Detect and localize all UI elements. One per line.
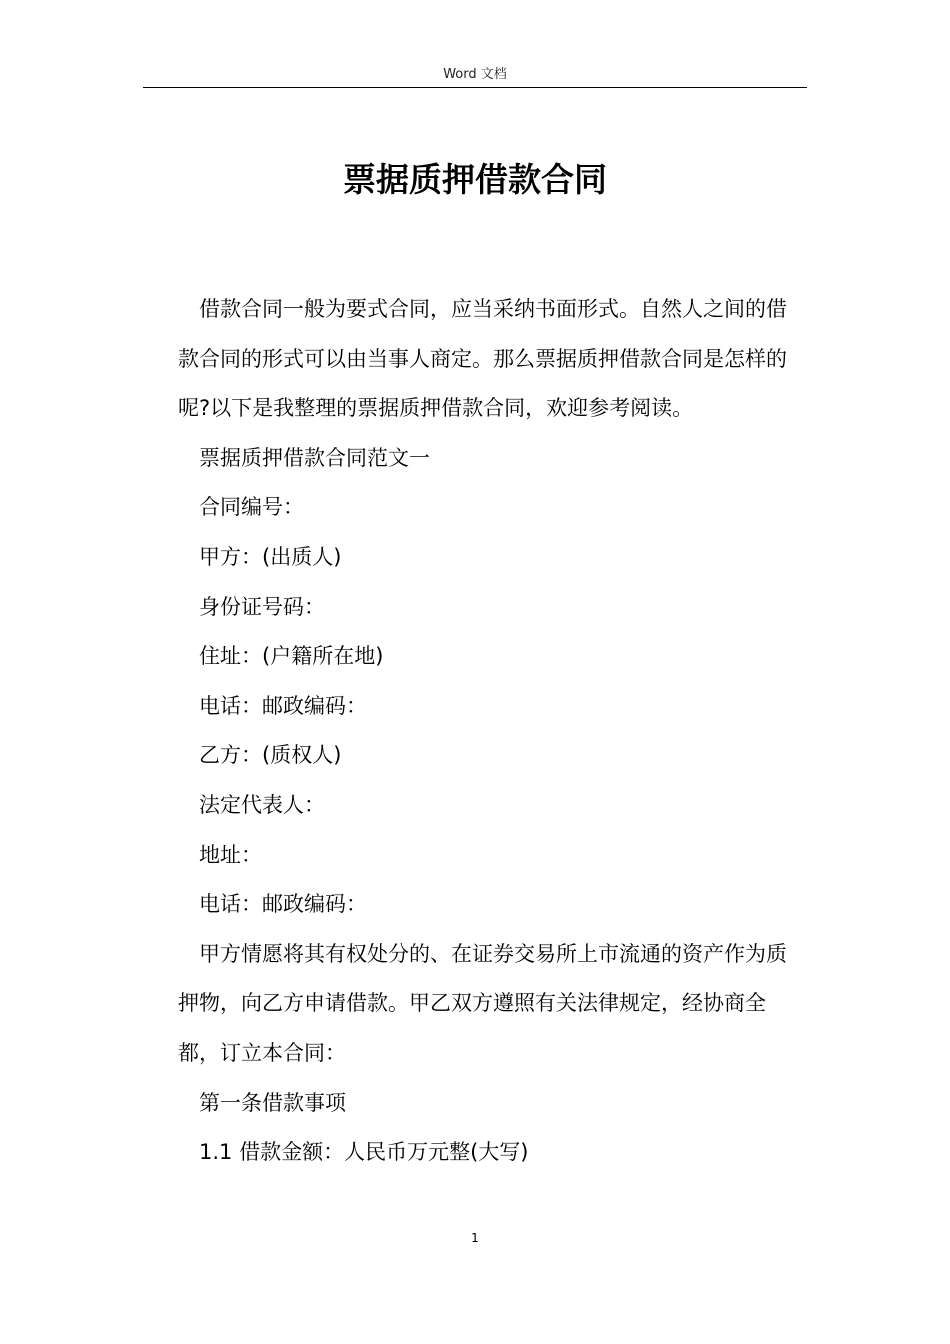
page-number: 1 — [471, 1231, 479, 1245]
document-body — [178, 285, 805, 1178]
paragraph-article-one: 第一条借款事项 — [199, 1090, 346, 1115]
paragraph-sample-heading: 票据质押借款合同范文一 — [199, 445, 430, 470]
paragraph-legal-representative: 法定代表人： — [199, 792, 325, 817]
paragraph-id-number: 身份证号码： — [199, 594, 325, 619]
paragraph-phone-postcode-a: 电话：邮政编码： — [199, 693, 367, 718]
paragraph-pledge-statement: 甲方情愿将其有权处分的、在证券交易所上市流通的资产作为质押物，向乙方申请借款。甲乙双方遵照有关法律规定，经协商全都，订立本合同： — [178, 941, 787, 1065]
document-title: 票据质押借款合同 — [343, 160, 607, 199]
paragraph-loan-amount: 1.1 借款金额：人民币万元整(大写) — [199, 1140, 529, 1165]
paragraph-party-a: 甲方：(出质人) — [199, 544, 342, 569]
paragraph-party-b: 乙方：(质权人) — [199, 743, 342, 768]
paragraph-intro: 借款合同一般为要式合同，应当采纳书面形式。自然人之间的借款合同的形式可以由当事人商定。那么票据质押借款合同是怎样的呢?以下是我整理的票据质押借款合同，欢迎参考阅读。 — [178, 297, 787, 421]
header-rule — [143, 87, 807, 88]
paragraph-phone-postcode-b: 电话：邮政编码： — [199, 892, 367, 917]
paragraph-address: 地址： — [199, 842, 262, 867]
paragraph-contract-number: 合同编号： — [199, 495, 304, 520]
paragraph-residence: 住址：(户籍所在地) — [199, 644, 384, 669]
header-text: Word 文档 — [443, 67, 507, 82]
